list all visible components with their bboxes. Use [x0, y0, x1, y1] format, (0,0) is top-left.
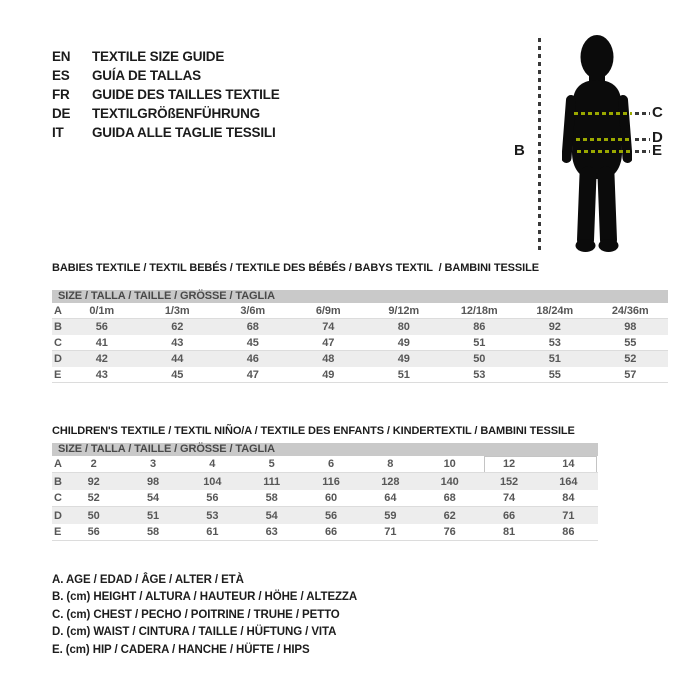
size-value-cell: 41 [95, 336, 108, 349]
size-value-cell: 58 [265, 492, 278, 504]
size-value-cell: 10 [443, 458, 456, 470]
size-value-cell: 58 [146, 526, 160, 538]
size-value-cell: 164 [559, 475, 578, 488]
row-label: E [54, 368, 62, 381]
size-table-row-A [52, 456, 598, 473]
size-value-cell: 52 [624, 353, 637, 365]
lang-row-de [52, 104, 280, 123]
size-value-cell: 49 [397, 336, 410, 349]
size-value-cell: 68 [443, 492, 456, 504]
size-value-cell: 49 [397, 353, 410, 365]
size-value-cell: 56 [87, 526, 100, 538]
size-value-cell: 63 [265, 526, 278, 538]
size-value-cell: 14 [562, 458, 575, 470]
chest-label: C [652, 104, 663, 121]
size-value-cell: 51 [473, 336, 486, 349]
size-value-cell: 9/12m [388, 304, 420, 317]
size-value-cell: 86 [562, 526, 575, 538]
size-value-cell: 48 [322, 353, 335, 365]
size-table-row-C [52, 335, 668, 351]
size-value-cell: 80 [397, 321, 410, 333]
size-value-cell: 81 [502, 526, 516, 538]
size-header-bar: SIZE / TALLA / TAILLE / GRÖSSE / TAGLIA [52, 443, 598, 456]
lang-row-fr [52, 85, 280, 104]
size-value-cell: 53 [548, 336, 561, 349]
legend-height: B. (cm) HEIGHT / ALTURA / HAUTEUR / HÖHE / ALTEZZA [52, 591, 358, 604]
height-label: B [514, 142, 525, 159]
size-value-cell: 47 [322, 336, 335, 349]
size-value-cell: 104 [203, 475, 222, 488]
lang-title: GUÍA DE TALLAS [92, 68, 201, 83]
row-label: B [54, 321, 62, 333]
size-value-cell: 47 [246, 368, 259, 381]
size-value-cell: 98 [624, 321, 637, 333]
legend-chest: C. (cm) CHEST / PECHO / POITRINE / TRUHE / PETTO [52, 608, 340, 621]
size-table-row-C [52, 490, 598, 507]
lang-title: TEXTILGRÖßENFÜHRUNG [92, 106, 260, 121]
row-label: A [54, 304, 62, 317]
lang-title: TEXTILE SIZE GUIDE [92, 49, 225, 64]
size-value-cell: 50 [473, 353, 486, 365]
lang-row-en [52, 47, 280, 66]
row-label: D [54, 353, 62, 365]
size-value-cell: 45 [246, 336, 259, 349]
row-label: C [54, 492, 62, 504]
child-silhouette-graphic [562, 34, 632, 254]
size-value-cell: 55 [624, 336, 637, 349]
size-table-row-D [52, 351, 668, 367]
size-value-cell: 3/6m [240, 304, 266, 317]
size-value-cell: 152 [499, 475, 519, 488]
size-value-cell: 53 [206, 509, 219, 522]
chest-measure-leader [635, 112, 650, 115]
row-label: E [54, 526, 62, 538]
size-table-row-A [52, 303, 668, 319]
size-value-cell: 111 [263, 475, 281, 488]
size-table-row-D [52, 507, 598, 524]
size-value-cell: 50 [87, 509, 100, 522]
size-value-cell: 59 [384, 509, 397, 522]
lang-code: DE [52, 106, 71, 121]
size-value-cell: 54 [146, 492, 160, 504]
size-header-bar: SIZE / TALLA / TAILLE / GRÖSSE / TAGLIA [52, 290, 668, 303]
size-value-cell: 116 [322, 475, 340, 488]
lang-title: GUIDE DES TAILLES TEXTILE [92, 87, 280, 102]
height-measure-dotted-line [538, 38, 541, 253]
size-value-cell: 56 [324, 509, 338, 522]
waist-measure-dash [576, 138, 630, 141]
size-value-cell: 12/18m [460, 304, 498, 317]
size-value-cell: 66 [324, 526, 338, 538]
size-value-cell: 61 [206, 526, 219, 538]
size-value-cell: 86 [473, 321, 486, 333]
size-value-cell: 92 [548, 321, 561, 333]
measurement-legend [52, 571, 357, 659]
size-value-cell: 18/24m [536, 304, 574, 317]
size-value-cell: 51 [146, 509, 160, 522]
row-label: D [54, 509, 62, 522]
size-value-cell: 53 [473, 368, 486, 381]
size-value-cell: 74 [322, 321, 335, 333]
size-value-cell: 5 [268, 458, 275, 470]
size-value-cell: 56 [95, 321, 108, 333]
size-value-cell: 0/1m [89, 304, 115, 317]
waist-label: D [652, 129, 663, 146]
size-value-cell: 45 [171, 368, 184, 381]
size-value-cell: 62 [171, 321, 184, 333]
lang-row-it [52, 123, 280, 142]
size-value-cell: 1/3m [164, 304, 190, 317]
size-value-cell: 46 [246, 353, 259, 365]
size-value-cell: 2 [90, 458, 97, 470]
row-label: A [54, 458, 62, 470]
size-value-cell: 8 [387, 458, 394, 470]
size-table-row-B [52, 319, 668, 335]
size-value-cell: 49 [322, 368, 335, 381]
size-value-cell: 66 [502, 509, 516, 522]
size-value-cell: 56 [206, 492, 219, 504]
size-value-cell: 64 [384, 492, 397, 504]
size-value-cell: 74 [502, 492, 516, 504]
size-value-cell: 51 [397, 368, 410, 381]
lang-code: ES [52, 68, 70, 83]
size-table-row-E [52, 524, 598, 541]
size-value-cell: 6 [327, 458, 334, 470]
lang-code: IT [52, 125, 64, 140]
size-value-cell: 54 [265, 509, 278, 522]
hip-measure-dash [577, 150, 630, 153]
size-value-cell: 42 [95, 353, 108, 365]
legend-age: A. AGE / EDAD / ÂGE / ALTER / ETÀ [52, 573, 244, 586]
size-value-cell: 84 [562, 492, 575, 504]
size-value-cell: 51 [548, 353, 561, 365]
size-value-cell: 55 [548, 368, 561, 381]
lang-row-es [52, 66, 280, 85]
size-value-cell: 57 [624, 368, 637, 381]
size-value-cell: 6/9m [315, 304, 341, 317]
children-section-title: CHILDREN'S TEXTILE / TEXTIL NIÑO/A / TEXTILE DES ENFANTS / KINDERTEXTIL / BAMBINI TESSILE [52, 425, 575, 437]
size-value-cell: 71 [384, 526, 397, 538]
babies-section-title: BABIES TEXTILE / TEXTIL BEBÉS / TEXTILE DES BÉBÉS / BABYS TEXTIL / BAMBINI TESSILE [52, 262, 539, 274]
size-value-cell: 4 [209, 458, 216, 470]
row-label: B [54, 475, 62, 488]
legend-hip: E. (cm) HIP / CADERA / HANCHE / HÜFTE / HIPS [52, 643, 310, 656]
size-value-cell: 98 [146, 475, 160, 488]
size-value-cell: 92 [87, 475, 100, 488]
size-value-cell: 12 [502, 458, 516, 470]
size-value-cell: 43 [95, 368, 108, 381]
row-label: C [54, 336, 62, 349]
children-size-table [52, 443, 598, 541]
size-value-cell: 24/36m [611, 304, 649, 317]
size-value-cell: 43 [171, 336, 184, 349]
hip-label: E [652, 142, 663, 159]
size-value-cell: 60 [324, 492, 338, 504]
size-table-row-B [52, 473, 598, 490]
size-value-cell: 3 [149, 458, 156, 470]
size-value-cell: 128 [381, 475, 400, 488]
language-title-list [52, 47, 280, 142]
legend-waist: D. (cm) WAIST / CINTURA / TAILLE / HÜFTUNG / VITA [52, 626, 337, 639]
size-value-cell: 44 [171, 353, 184, 365]
size-value-cell: 68 [246, 321, 259, 333]
size-value-cell: 71 [562, 509, 575, 522]
size-value-cell: 76 [443, 526, 456, 538]
lang-title: GUIDA ALLE TAGLIE TESSILI [92, 125, 276, 140]
size-table-row-E [52, 367, 668, 383]
waist-measure-leader [635, 138, 650, 141]
lang-code: EN [52, 49, 71, 64]
size-value-cell: 52 [87, 492, 100, 504]
chest-measure-dash [574, 112, 632, 115]
size-value-cell: 62 [443, 509, 456, 522]
hip-measure-leader [635, 150, 650, 153]
lang-code: FR [52, 87, 70, 102]
babies-size-table [52, 290, 668, 383]
size-value-cell: 140 [440, 475, 459, 488]
